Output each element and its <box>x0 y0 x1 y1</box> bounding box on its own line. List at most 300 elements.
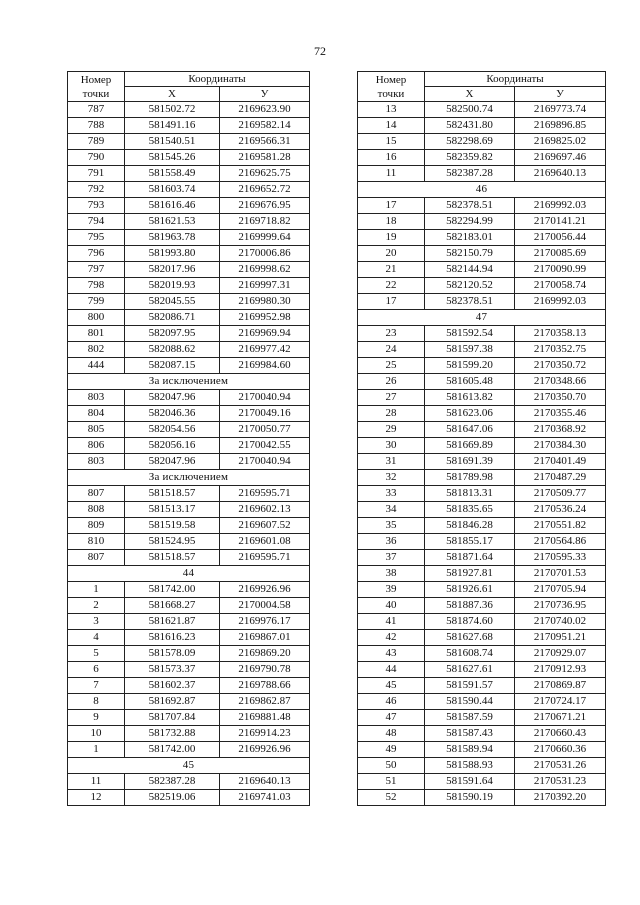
table-row <box>358 134 606 150</box>
point-number-cell: 801 <box>68 326 125 342</box>
y-coordinate-cell: 2170595.33 <box>515 550 606 566</box>
point-number-cell: 41 <box>358 614 425 630</box>
x-coordinate-cell: 582378.51 <box>425 198 515 214</box>
x-coordinate-cell: 582298.69 <box>425 134 515 150</box>
x-coordinate-cell: 582144.94 <box>425 262 515 278</box>
y-coordinate-cell: 2170401.49 <box>515 454 606 470</box>
point-number-cell: 3 <box>68 614 125 630</box>
table-row <box>68 502 310 518</box>
point-number-cell: 45 <box>358 678 425 694</box>
table-body-left <box>68 102 310 806</box>
table-row <box>68 102 310 118</box>
x-header: X <box>125 87 220 102</box>
table-row <box>68 742 310 758</box>
x-coordinate-cell: 581513.17 <box>125 502 220 518</box>
point-number-cell: 11 <box>68 774 125 790</box>
y-coordinate-cell: 2170050.77 <box>220 422 310 438</box>
point-number-cell: 42 <box>358 630 425 646</box>
x-coordinate-cell: 581558.49 <box>125 166 220 182</box>
table-row <box>358 342 606 358</box>
point-number-cell: 807 <box>68 486 125 502</box>
point-number-cell: 15 <box>358 134 425 150</box>
table-row <box>68 262 310 278</box>
y-coordinate-cell: 2170049.16 <box>220 406 310 422</box>
point-number-cell: 810 <box>68 534 125 550</box>
x-coordinate-cell: 581616.23 <box>125 630 220 646</box>
x-coordinate-cell: 581871.64 <box>425 550 515 566</box>
number-header-line1: Номер <box>80 73 112 86</box>
x-coordinate-cell: 582097.95 <box>125 326 220 342</box>
y-coordinate-cell: 2169862.87 <box>220 694 310 710</box>
x-coordinate-cell: 581623.06 <box>425 406 515 422</box>
point-number-cell: 46 <box>358 694 425 710</box>
table-row <box>358 518 606 534</box>
table-row <box>358 486 606 502</box>
table-row <box>68 182 310 198</box>
table-row <box>358 278 606 294</box>
point-number-cell: 806 <box>68 438 125 454</box>
y-coordinate-cell: 2169741.03 <box>220 790 310 806</box>
x-coordinate-cell: 581742.00 <box>125 742 220 758</box>
table-row <box>358 214 606 230</box>
y-coordinate-cell: 2170006.86 <box>220 246 310 262</box>
point-number-cell: 2 <box>68 598 125 614</box>
point-number-cell: 30 <box>358 438 425 454</box>
x-coordinate-cell: 582019.93 <box>125 278 220 294</box>
table-row <box>68 774 310 790</box>
point-number-cell: 803 <box>68 390 125 406</box>
y-coordinate-cell: 2169566.31 <box>220 134 310 150</box>
point-number-cell: 791 <box>68 166 125 182</box>
table-row <box>358 646 606 662</box>
x-coordinate-cell: 581926.61 <box>425 582 515 598</box>
x-coordinate-cell: 581518.57 <box>125 550 220 566</box>
y-coordinate-cell: 2170701.53 <box>515 566 606 582</box>
y-coordinate-cell: 2169601.08 <box>220 534 310 550</box>
table-row <box>358 118 606 134</box>
table-row <box>68 134 310 150</box>
point-number-cell: 23 <box>358 326 425 342</box>
section-label: За исключением <box>68 374 310 390</box>
y-coordinate-cell: 2169977.42 <box>220 342 310 358</box>
table-row <box>68 198 310 214</box>
table-row <box>68 550 310 566</box>
y-coordinate-cell: 2170042.55 <box>220 438 310 454</box>
y-coordinate-cell: 2169623.90 <box>220 102 310 118</box>
x-coordinate-cell: 581732.88 <box>125 726 220 742</box>
point-number-cell: 800 <box>68 310 125 326</box>
y-coordinate-cell: 2169926.96 <box>220 742 310 758</box>
x-coordinate-cell: 582046.36 <box>125 406 220 422</box>
y-coordinate-cell: 2169825.02 <box>515 134 606 150</box>
x-coordinate-cell: 581616.46 <box>125 198 220 214</box>
table-row <box>358 630 606 646</box>
x-coordinate-cell: 581647.06 <box>425 422 515 438</box>
y-coordinate-cell: 2169992.03 <box>515 294 606 310</box>
number-header-line2: точки <box>377 87 405 100</box>
table-row <box>358 662 606 678</box>
table-row <box>68 582 310 598</box>
x-coordinate-cell: 581846.28 <box>425 518 515 534</box>
y-coordinate-cell: 2170141.21 <box>515 214 606 230</box>
x-coordinate-cell: 581540.51 <box>125 134 220 150</box>
y-coordinate-cell: 2170724.17 <box>515 694 606 710</box>
point-number-cell: 807 <box>68 550 125 566</box>
x-coordinate-cell: 581573.37 <box>125 662 220 678</box>
table-row <box>68 406 310 422</box>
point-number-cell: 444 <box>68 358 125 374</box>
table-row <box>358 422 606 438</box>
x-coordinate-cell: 581613.82 <box>425 390 515 406</box>
y-coordinate-cell: 2169652.72 <box>220 182 310 198</box>
y-coordinate-cell: 2170355.46 <box>515 406 606 422</box>
x-coordinate-cell: 581627.61 <box>425 662 515 678</box>
y-coordinate-cell: 2170929.07 <box>515 646 606 662</box>
point-number-cell: 10 <box>68 726 125 742</box>
y-coordinate-cell: 2170660.43 <box>515 726 606 742</box>
x-coordinate-cell: 581691.39 <box>425 454 515 470</box>
x-coordinate-cell: 582047.96 <box>125 454 220 470</box>
number-header-line1: Номер <box>375 73 407 86</box>
table-row <box>358 102 606 118</box>
section-label: 45 <box>68 758 310 774</box>
x-coordinate-cell: 582519.06 <box>125 790 220 806</box>
point-number-cell: 17 <box>358 294 425 310</box>
y-coordinate-cell: 2169607.52 <box>220 518 310 534</box>
table-row <box>358 502 606 518</box>
table-row <box>68 294 310 310</box>
x-coordinate-cell: 581621.87 <box>125 614 220 630</box>
table-row <box>68 598 310 614</box>
x-coordinate-cell: 581927.81 <box>425 566 515 582</box>
x-coordinate-cell: 582359.82 <box>425 150 515 166</box>
point-number-cell: 48 <box>358 726 425 742</box>
x-coordinate-cell: 581669.89 <box>425 438 515 454</box>
table-row <box>358 534 606 550</box>
y-coordinate-cell: 2169926.96 <box>220 582 310 598</box>
section-row <box>68 374 310 390</box>
y-coordinate-cell: 2170705.94 <box>515 582 606 598</box>
y-coordinate-cell: 2169999.64 <box>220 230 310 246</box>
x-coordinate-cell: 582047.96 <box>125 390 220 406</box>
point-number-cell: 32 <box>358 470 425 486</box>
table-row <box>68 518 310 534</box>
table-row <box>358 614 606 630</box>
point-number-cell: 8 <box>68 694 125 710</box>
point-number-cell: 13 <box>358 102 425 118</box>
table-row <box>68 710 310 726</box>
x-coordinate-cell: 581608.74 <box>425 646 515 662</box>
point-number-cell: 29 <box>358 422 425 438</box>
x-coordinate-cell: 581668.27 <box>125 598 220 614</box>
y-coordinate-cell: 2169625.75 <box>220 166 310 182</box>
x-coordinate-cell: 581589.94 <box>425 742 515 758</box>
point-number-cell: 17 <box>358 198 425 214</box>
table-row <box>68 390 310 406</box>
x-coordinate-cell: 582378.51 <box>425 294 515 310</box>
x-coordinate-cell: 581707.84 <box>125 710 220 726</box>
coords-header: Координаты <box>125 72 310 87</box>
table-row <box>358 678 606 694</box>
point-number-cell: 44 <box>358 662 425 678</box>
point-number-cell: 34 <box>358 502 425 518</box>
section-row <box>68 470 310 486</box>
table-row <box>68 662 310 678</box>
point-number-cell: 799 <box>68 294 125 310</box>
section-row <box>68 566 310 582</box>
y-coordinate-cell: 2170531.23 <box>515 774 606 790</box>
section-row <box>68 758 310 774</box>
point-number-cell: 26 <box>358 374 425 390</box>
y-coordinate-cell: 2169980.30 <box>220 294 310 310</box>
table-row <box>68 790 310 806</box>
point-number-cell: 1 <box>68 742 125 758</box>
page-number: 72 <box>314 44 326 58</box>
y-coordinate-cell: 2170358.13 <box>515 326 606 342</box>
y-coordinate-cell: 2169976.17 <box>220 614 310 630</box>
point-number-cell: 804 <box>68 406 125 422</box>
x-coordinate-cell: 581835.65 <box>425 502 515 518</box>
section-label: 46 <box>358 182 606 198</box>
table-row <box>68 166 310 182</box>
y-coordinate-cell: 2170660.36 <box>515 742 606 758</box>
x-coordinate-cell: 581587.43 <box>425 726 515 742</box>
table-row <box>68 646 310 662</box>
table-row <box>358 598 606 614</box>
point-number-cell: 4 <box>68 630 125 646</box>
x-coordinate-cell: 581588.93 <box>425 758 515 774</box>
table-row <box>358 390 606 406</box>
y-coordinate-cell: 2170058.74 <box>515 278 606 294</box>
x-coordinate-cell: 582056.16 <box>125 438 220 454</box>
point-number-cell: 795 <box>68 230 125 246</box>
point-number-cell: 805 <box>68 422 125 438</box>
coordinates-table-left <box>67 71 310 806</box>
table-row <box>68 614 310 630</box>
y-coordinate-cell: 2170368.92 <box>515 422 606 438</box>
y-coordinate-cell: 2169969.94 <box>220 326 310 342</box>
table-row <box>358 758 606 774</box>
table-row <box>358 262 606 278</box>
table-row <box>68 230 310 246</box>
point-number-cell: 808 <box>68 502 125 518</box>
table-row <box>68 534 310 550</box>
point-number-cell: 802 <box>68 342 125 358</box>
y-coordinate-cell: 2169867.01 <box>220 630 310 646</box>
y-coordinate-cell: 2170040.94 <box>220 454 310 470</box>
table-row <box>68 118 310 134</box>
y-coordinate-cell: 2169602.13 <box>220 502 310 518</box>
point-number-cell: 790 <box>68 150 125 166</box>
table-row <box>358 230 606 246</box>
table-row <box>68 486 310 502</box>
table-row <box>358 166 606 182</box>
y-coordinate-cell: 2170912.93 <box>515 662 606 678</box>
section-row <box>358 310 606 326</box>
table-row <box>68 342 310 358</box>
table-row <box>358 774 606 790</box>
point-number-cell: 47 <box>358 710 425 726</box>
point-number-cell: 787 <box>68 102 125 118</box>
y-coordinate-cell: 2170090.99 <box>515 262 606 278</box>
y-coordinate-cell: 2169992.03 <box>515 198 606 214</box>
x-coordinate-cell: 581692.87 <box>125 694 220 710</box>
y-coordinate-cell: 2169914.23 <box>220 726 310 742</box>
y-coordinate-cell: 2169595.71 <box>220 486 310 502</box>
coordinates-table-right <box>357 71 606 806</box>
x-coordinate-cell: 581599.20 <box>425 358 515 374</box>
y-coordinate-cell: 2170392.20 <box>515 790 606 806</box>
table-row <box>68 726 310 742</box>
y-coordinate-cell: 2170384.30 <box>515 438 606 454</box>
number-header <box>358 72 425 102</box>
section-label: 44 <box>68 566 310 582</box>
y-coordinate-cell: 2170350.70 <box>515 390 606 406</box>
point-number-cell: 796 <box>68 246 125 262</box>
coords-header: Координаты <box>425 72 606 87</box>
point-number-cell: 20 <box>358 246 425 262</box>
y-coordinate-cell: 2170736.95 <box>515 598 606 614</box>
point-number-cell: 5 <box>68 646 125 662</box>
table-row <box>68 422 310 438</box>
table-row <box>68 214 310 230</box>
x-coordinate-cell: 581887.36 <box>425 598 515 614</box>
x-coordinate-cell: 581789.98 <box>425 470 515 486</box>
point-number-cell: 36 <box>358 534 425 550</box>
point-number-cell: 12 <box>68 790 125 806</box>
point-number-cell: 24 <box>358 342 425 358</box>
x-coordinate-cell: 581491.16 <box>125 118 220 134</box>
x-coordinate-cell: 582045.55 <box>125 294 220 310</box>
point-number-cell: 27 <box>358 390 425 406</box>
point-number-cell: 1 <box>68 582 125 598</box>
table-row <box>68 246 310 262</box>
point-number-cell: 794 <box>68 214 125 230</box>
y-coordinate-cell: 2170740.02 <box>515 614 606 630</box>
point-number-cell: 37 <box>358 550 425 566</box>
table-row <box>358 406 606 422</box>
x-coordinate-cell: 582294.99 <box>425 214 515 230</box>
x-coordinate-cell: 581621.53 <box>125 214 220 230</box>
y-coordinate-cell: 2170551.82 <box>515 518 606 534</box>
table-row <box>68 278 310 294</box>
y-coordinate-cell: 2169881.48 <box>220 710 310 726</box>
y-coordinate-cell: 2170509.77 <box>515 486 606 502</box>
table-row <box>358 726 606 742</box>
y-coordinate-cell: 2169640.13 <box>220 774 310 790</box>
table-row <box>68 326 310 342</box>
x-coordinate-cell: 581627.68 <box>425 630 515 646</box>
y-coordinate-cell: 2169788.66 <box>220 678 310 694</box>
x-coordinate-cell: 581590.44 <box>425 694 515 710</box>
point-number-cell: 9 <box>68 710 125 726</box>
table-row <box>358 374 606 390</box>
x-coordinate-cell: 582431.80 <box>425 118 515 134</box>
point-number-cell: 11 <box>358 166 425 182</box>
y-coordinate-cell: 2169773.74 <box>515 102 606 118</box>
y-coordinate-cell: 2170350.72 <box>515 358 606 374</box>
point-number-cell: 22 <box>358 278 425 294</box>
point-number-cell: 7 <box>68 678 125 694</box>
x-coordinate-cell: 581874.60 <box>425 614 515 630</box>
table-row <box>68 630 310 646</box>
y-coordinate-cell: 2170536.24 <box>515 502 606 518</box>
point-number-cell: 39 <box>358 582 425 598</box>
table-row <box>358 566 606 582</box>
point-number-cell: 40 <box>358 598 425 614</box>
table-row <box>68 694 310 710</box>
x-coordinate-cell: 581591.64 <box>425 774 515 790</box>
x-coordinate-cell: 581578.09 <box>125 646 220 662</box>
y-coordinate-cell: 2169869.20 <box>220 646 310 662</box>
table-row <box>358 470 606 486</box>
section-label: За исключением <box>68 470 310 486</box>
table-row <box>358 710 606 726</box>
y-coordinate-cell: 2170348.66 <box>515 374 606 390</box>
point-number-cell: 49 <box>358 742 425 758</box>
point-number-cell: 797 <box>68 262 125 278</box>
y-coordinate-cell: 2170869.87 <box>515 678 606 694</box>
x-coordinate-cell: 581518.57 <box>125 486 220 502</box>
point-number-cell: 52 <box>358 790 425 806</box>
table-row <box>358 326 606 342</box>
point-number-cell: 33 <box>358 486 425 502</box>
table-row <box>358 294 606 310</box>
x-coordinate-cell: 581597.38 <box>425 342 515 358</box>
x-coordinate-cell: 581603.74 <box>125 182 220 198</box>
table-row <box>358 358 606 374</box>
point-number-cell: 28 <box>358 406 425 422</box>
table-row <box>358 742 606 758</box>
number-header-line2: точки <box>82 87 110 100</box>
x-coordinate-cell: 582120.52 <box>425 278 515 294</box>
x-coordinate-cell: 582017.96 <box>125 262 220 278</box>
y-coordinate-cell: 2170085.69 <box>515 246 606 262</box>
y-coordinate-cell: 2170040.94 <box>220 390 310 406</box>
x-coordinate-cell: 582387.28 <box>125 774 220 790</box>
y-coordinate-cell: 2170671.21 <box>515 710 606 726</box>
y-coordinate-cell: 2169676.95 <box>220 198 310 214</box>
x-coordinate-cell: 581813.31 <box>425 486 515 502</box>
point-number-cell: 788 <box>68 118 125 134</box>
table-row <box>358 198 606 214</box>
x-header: X <box>425 87 515 102</box>
table-row <box>358 694 606 710</box>
point-number-cell: 25 <box>358 358 425 374</box>
point-number-cell: 21 <box>358 262 425 278</box>
point-number-cell: 19 <box>358 230 425 246</box>
y-coordinate-cell: 2169997.31 <box>220 278 310 294</box>
x-coordinate-cell: 581502.72 <box>125 102 220 118</box>
y-coordinate-cell: 2170487.29 <box>515 470 606 486</box>
y-coordinate-cell: 2169582.14 <box>220 118 310 134</box>
section-label: 47 <box>358 310 606 326</box>
table-row <box>68 358 310 374</box>
x-coordinate-cell: 581993.80 <box>125 246 220 262</box>
point-number-cell: 792 <box>68 182 125 198</box>
table-row <box>358 582 606 598</box>
x-coordinate-cell: 582086.71 <box>125 310 220 326</box>
point-number-cell: 809 <box>68 518 125 534</box>
x-coordinate-cell: 582387.28 <box>425 166 515 182</box>
y-header: У <box>515 87 606 102</box>
table-row <box>68 454 310 470</box>
x-coordinate-cell: 582183.01 <box>425 230 515 246</box>
table-row <box>68 438 310 454</box>
x-coordinate-cell: 582150.79 <box>425 246 515 262</box>
x-coordinate-cell: 582087.15 <box>125 358 220 374</box>
x-coordinate-cell: 581591.57 <box>425 678 515 694</box>
